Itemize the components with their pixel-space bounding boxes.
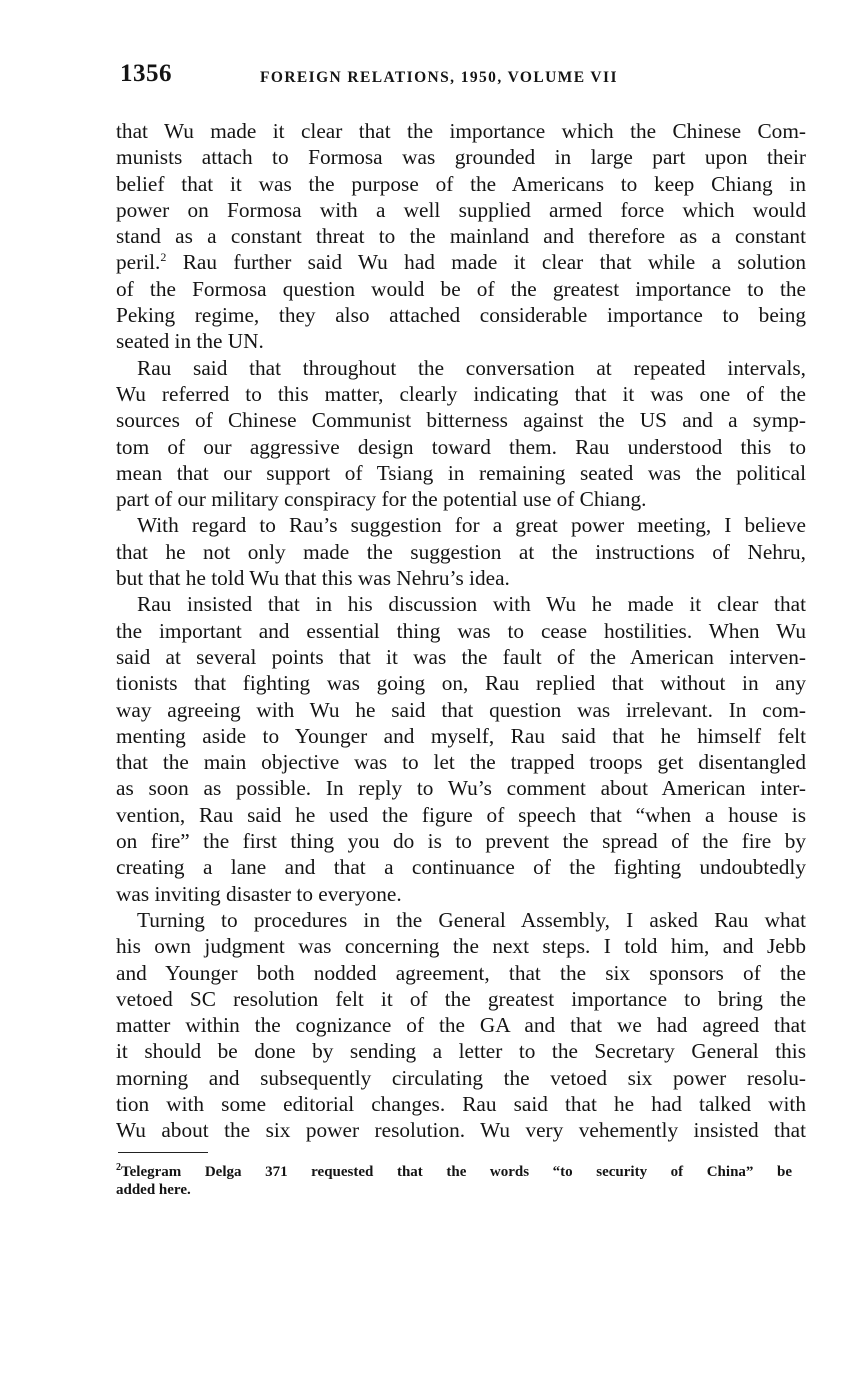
paragraph-3	[116, 512, 806, 591]
footnote-divider	[118, 1152, 208, 1153]
text-line: With regard to Rau’s suggestion for a great power meeting, I believe	[137, 513, 806, 538]
text-line: of the Formosa question would be of the greatest importance to the	[116, 276, 806, 301]
paragraph-1	[116, 118, 806, 355]
text-line: sources of Chinese Communist bitterness against the US and a symp-	[116, 408, 806, 433]
text-line-with-footnote	[116, 249, 806, 275]
text-line: it should be done by sending a letter to the Secretary General this	[116, 1039, 806, 1064]
text-line: as soon as possible. In reply to Wu’s comment about American inter-	[116, 776, 806, 801]
text-line: vetoed SC resolution felt it of the greatest importance to bring the	[116, 986, 806, 1011]
text-line: that Wu made it clear that the importance which the Chinese Com-	[116, 119, 806, 143]
text-line: Rau said that throughout the conversation at repeated intervals,	[137, 355, 806, 380]
text-line: morning and subsequently circulating the vetoed six power resolu-	[116, 1065, 806, 1090]
text-line: tionists that fighting was going on, Rau replied that without in any	[116, 671, 806, 696]
footnote-line	[116, 1164, 792, 1182]
footnote-line: added here.	[116, 1181, 191, 1198]
text-line: on fire” the first thing you do is to prevent the spread of the fire by	[116, 829, 806, 854]
text-line: and Younger both nodded agreement, that the six sponsors of the	[116, 960, 806, 985]
paragraph-4	[116, 591, 806, 907]
text-line: seated in the UN.	[116, 329, 264, 354]
text-line: his own judgment was concerning the next steps. I told him, and Jebb	[116, 934, 806, 959]
text-line: that he not only made the suggestion at the instructions of Nehru,	[116, 539, 806, 564]
footnote-marker: 2	[116, 1162, 121, 1173]
text-line: vention, Rau said he used the figure of speech that “when a house is	[116, 802, 806, 827]
text-line: power on Formosa with a well supplied armed force which would	[116, 197, 806, 222]
page-header	[118, 60, 808, 96]
text-line: belief that it was the purpose of the Americans to keep Chiang in	[116, 171, 806, 196]
text-line: but that he told Wu that this was Nehru’s idea.	[116, 566, 510, 591]
page-number: 1356	[120, 60, 172, 87]
text-line: that the main objective was to let the trapped troops get disentangled	[116, 750, 806, 775]
text-line: the important and essential thing was to cease hostilities. When Wu	[116, 618, 806, 643]
text-line: way agreeing with Wu he said that question was irrelevant. In com-	[116, 697, 806, 722]
footnote	[116, 1164, 792, 1199]
footnote-text: Telegram Delga 371 requested that the words “to security of China” be	[121, 1164, 792, 1180]
text-line: part of our military conspiracy for the potential use of Chiang.	[116, 487, 647, 512]
footnote-reference: 2	[160, 250, 167, 265]
text-line: Turning to procedures in the General Assembly, I asked Rau what	[137, 907, 806, 932]
body-text	[116, 118, 806, 1144]
text-line: mean that our support of Tsiang in remaining seated was the political	[116, 460, 806, 485]
text-line: menting aside to Younger and myself, Rau said that he himself felt	[116, 723, 806, 748]
text-line: creating a lane and that a continuance of the fighting undoubtedly	[116, 855, 806, 880]
text-fragment: Rau further said Wu had made it clear that while a solution	[182, 250, 806, 275]
text-line: Wu about the six power resolution. Wu very vehemently insisted that	[116, 1118, 806, 1143]
text-line: said at several points that it was the fault of the American interven-	[116, 644, 806, 669]
text-line: tion with some editorial changes. Rau said that he had talked with	[116, 1091, 806, 1116]
text-line: Peking regime, they also attached considerable importance to being	[116, 303, 806, 328]
text-line: stand as a constant threat to the mainland and therefore as a constant	[116, 224, 806, 249]
text-line: matter within the cognizance of the GA and that we had agreed that	[116, 1013, 806, 1038]
text-fragment: peril.	[116, 250, 161, 275]
text-line: was inviting disaster to everyone.	[116, 881, 402, 906]
text-line: Wu referred to this matter, clearly indicating that it was one of the	[116, 381, 806, 406]
paragraph-2	[116, 355, 806, 513]
paragraph-5	[116, 907, 806, 1144]
running-title: FOREIGN RELATIONS, 1950, VOLUME VII	[260, 69, 618, 86]
text-line: tom of our aggressive design toward them. Rau understood this to	[116, 434, 806, 459]
text-line: Rau insisted that in his discussion with Wu he made it clear that	[137, 592, 806, 617]
text-line: munists attach to Formosa was grounded in large part upon their	[116, 145, 806, 170]
